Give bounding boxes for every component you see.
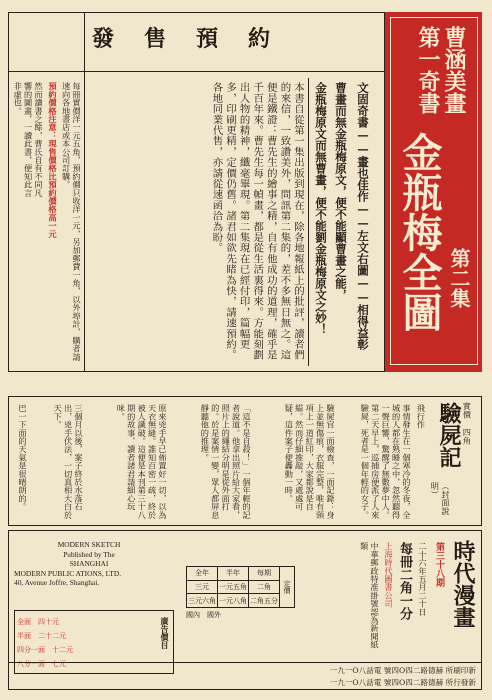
imprint-line: 40, Avenue Joffre, Shanghai. bbox=[14, 578, 100, 588]
table-header: 每期 bbox=[249, 567, 280, 581]
story-column: 事情發生在一個寒冷的冬夜，全城的人都在熟睡之中，忽然聽得一聲巨響，驚醒了無數夢中人。第二天早上，巡捕房便派了人來驗屍，死者是一個年輕的女子。 bbox=[360, 404, 412, 519]
issue-info bbox=[330, 538, 480, 658]
magazine-name: 曹涵美畫 bbox=[441, 26, 467, 114]
table-cell: 三元六角 bbox=[187, 594, 218, 608]
table-header: 半年 bbox=[218, 567, 249, 581]
issue-title: 時代漫畫 bbox=[450, 540, 476, 628]
price-table bbox=[186, 566, 295, 620]
series-label: 第一奇書 bbox=[415, 26, 441, 114]
imprint-line: MODERN PUBLIC ATIONS, LTD. bbox=[14, 568, 122, 578]
story-author: 飛行作 bbox=[416, 404, 427, 429]
story-column: 巴一下面的天氣是很晴朗的。 bbox=[18, 404, 28, 511]
tagline-2: 金瓶梅原文而無曹畫，便不能劉金瓶梅原文之妙！ bbox=[314, 82, 328, 335]
divider bbox=[308, 78, 309, 366]
table-label: 定價 bbox=[280, 567, 295, 608]
ad-rate-row: 八分一面 七元 bbox=[17, 660, 66, 668]
imprint-line: Published by The bbox=[63, 549, 115, 559]
table-cell: 一元五角 bbox=[218, 580, 249, 594]
story-price-label: 實價 bbox=[462, 402, 473, 419]
divider bbox=[84, 12, 85, 372]
subtitle-line: 文固奇書——畫也佳作——左文右圖——相得益彰 bbox=[356, 82, 370, 350]
banner-title: 發售預約 bbox=[91, 26, 300, 52]
region-label: 國外 bbox=[207, 611, 221, 619]
story-column: 原來兇手早已佈置好一切，以為天衣無縫。誰知百密一疏，終於被人識破。這便是本刊第三十八期的故事，讀者諸君請細心玩味。 bbox=[116, 404, 168, 519]
story-column: 三個月以後，案子終於水落石出，兇手伏法，一切真相大白於天下。 bbox=[53, 404, 84, 519]
issue-price: 每冊二角一分 bbox=[397, 542, 412, 620]
table-cell: 二角 bbox=[249, 580, 280, 594]
book-title: 金瓶梅全圖 bbox=[396, 132, 443, 332]
imprint-line: SHANGHAI bbox=[69, 559, 109, 569]
footer-line: 一九一O八話電 號四O四二路德赫 所行發新 bbox=[329, 678, 476, 687]
price-note: 每冊實價洋一元五角，預約價只收洋一元，另加郵費一角，以外埠計，購者請速向各地書店或本公司訂購。 bbox=[61, 82, 82, 361]
table-cell: 二角五分 bbox=[249, 594, 280, 608]
english-imprint bbox=[14, 540, 164, 588]
imprint-line: MODERN SKETCH bbox=[57, 540, 121, 549]
title-block bbox=[384, 12, 482, 372]
table-cell: 三元 bbox=[187, 580, 218, 594]
issue-registration: 中華郵政特准掛號認為新聞紙類 bbox=[359, 542, 380, 649]
story-column: 驗屍官一面檢查，一面記錄：身上並無傷痕，衣服完整，唯有頸項上一道紅印，大家都說是自縊。然而仔細推敲，又處處可疑，這件案子便轟動一時。 bbox=[284, 404, 336, 519]
issue-publisher: 上海時代圖書公司 bbox=[384, 542, 394, 608]
ad-rate-row: 半面 二十二元 bbox=[17, 632, 66, 640]
story-column: 「這不是自殺！」一個年輕的記者說道。他拿出照片給大家看，照片上的繩結分明是從外面打的。於是案情一變，眾人都屏息靜聽他的推理。 bbox=[200, 404, 252, 519]
region-label: 國內 bbox=[186, 611, 200, 619]
divider bbox=[8, 662, 482, 663]
price-note-red: 預約價格注意：現售價格比預約價格高一元 bbox=[48, 82, 58, 238]
issue-date: 二十六年五月二十日 bbox=[418, 542, 428, 616]
ad-rates-title: 廣告價目 bbox=[160, 617, 170, 649]
banner-box bbox=[8, 12, 384, 72]
table-cell: 一元八角 bbox=[218, 594, 249, 608]
side-notice: 然而讀書之餘，曹氏自有不同凡響的圖畫，一讀此書，便知此言非虛也。 bbox=[13, 82, 44, 197]
body-text: 本書自從第一集出版到現在，除各地報紙上的批評，讀者們的來信，一致讚美外，問訊第二集的，差不多無日無之。這便是鐵證：曹先生的繪事之精，自有他成功的道理，確乎是千百年來。曹先生每一幀畫，都是從生活裏得來。方能刻劃出人物的精神，纖毫畢現。第二集現在已經付印，篇幅更多，印刷更精，定價仍舊。諸君如欲先睹為快，請速預約。各地同業代售，亦請從速函洽為盼。 bbox=[210, 82, 304, 361]
ad-rate-row: 四分一面 十二元 bbox=[17, 646, 73, 654]
ad-rate-row: 全面 四十元 bbox=[17, 618, 59, 626]
story-title: 驗屍記 bbox=[436, 402, 462, 468]
footer-line: 一九一O八話電 號四O四二路德赫 所刷印新 bbox=[329, 666, 476, 675]
story-subtitle: （封面說明） bbox=[430, 482, 451, 515]
volume-label: 第二集 bbox=[447, 248, 471, 308]
table-region-labels bbox=[186, 610, 295, 620]
table-header: 全年 bbox=[187, 567, 218, 581]
issue-number: 第三十八期 bbox=[434, 542, 444, 587]
story-price-value: 四角 bbox=[462, 428, 473, 445]
story-title-block bbox=[430, 400, 478, 522]
tagline-1: 曹畫而無金瓶梅原文，便不能顯曹畫之能， bbox=[334, 82, 348, 301]
